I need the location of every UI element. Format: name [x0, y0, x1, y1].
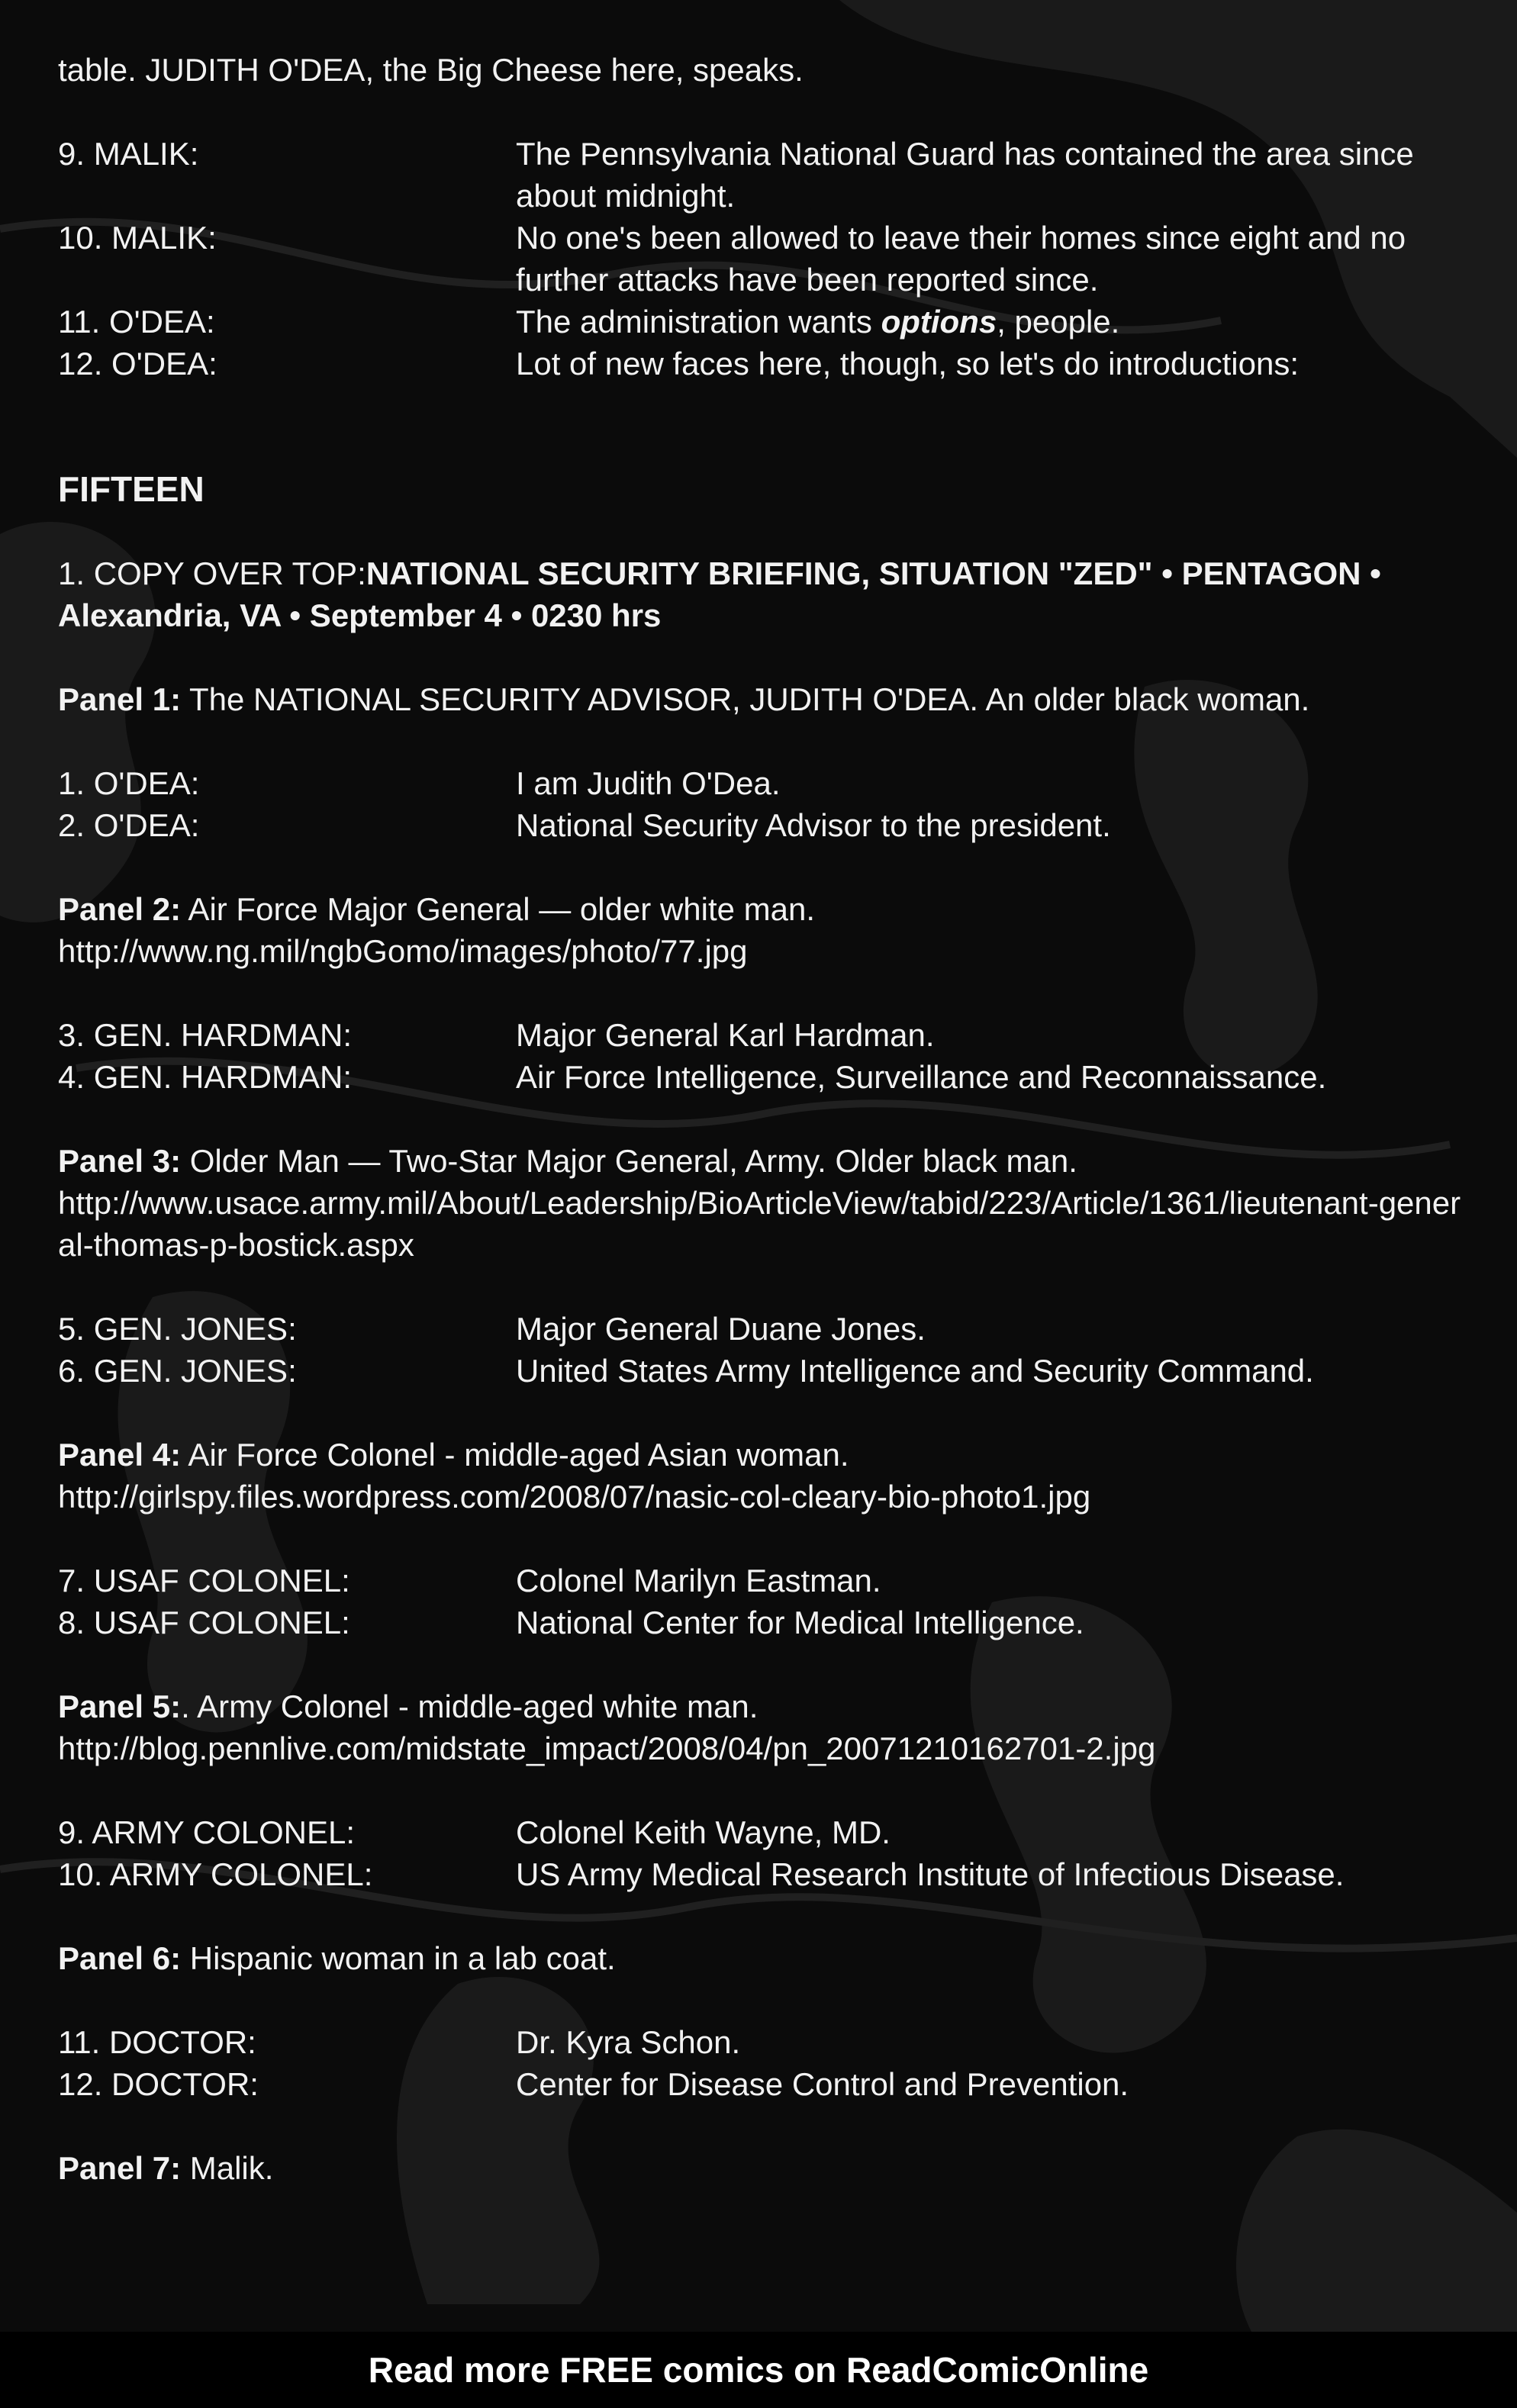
dialogue-line: Major General Karl Hardman.: [516, 1017, 935, 1053]
dialogue-line: Lot of new faces here, though, so let's do introductions:: [516, 346, 1299, 381]
panel-description: [58, 1685, 1462, 1727]
dialogue-row: [58, 1056, 1462, 1098]
dialogue-row: [58, 762, 1462, 804]
panel-desc: Older Man — Two-Star Major General, Army. Older black man.: [181, 1143, 1077, 1179]
panel-desc: Air Force Major General — older white man.: [181, 891, 816, 927]
panel-description: [58, 1434, 1462, 1476]
speaker: 1. O'DEA:: [58, 765, 200, 801]
panel-label: Panel 3:: [58, 1143, 182, 1179]
speaker: 12. O'DEA:: [58, 346, 217, 381]
reference-url: http://www.ng.mil/ngbGomo/images/photo/77.jpg: [58, 933, 748, 969]
panel-desc: Malik.: [181, 2150, 274, 2186]
dialogue-row: [58, 133, 1462, 217]
footer-banner[interactable]: Read more FREE comics on ReadComicOnline: [0, 2332, 1517, 2408]
speaker: 7. USAF COLONEL:: [58, 1563, 350, 1598]
panel-label: Panel 7:: [58, 2150, 182, 2186]
dialogue-row: [58, 2063, 1462, 2105]
panel-label: Panel 4:: [58, 1437, 182, 1473]
speaker: 12. DOCTOR:: [58, 2066, 259, 2102]
dialogue-row: [58, 217, 1462, 301]
speaker: 4. GEN. HARDMAN:: [58, 1059, 353, 1095]
panel-desc: The NATIONAL SECURITY ADVISOR, JUDITH O'DEA. An older black woman.: [181, 681, 1310, 717]
panel-description: [58, 678, 1462, 720]
dialogue-line: US Army Medical Research Institute of Infectious Disease.: [516, 1856, 1345, 1892]
panel-desc: Hispanic woman in a lab coat.: [181, 1940, 616, 1976]
dialogue-row: [58, 1350, 1462, 1392]
reference-url: http://blog.pennlive.com/midstate_impact/2008/04/pn_20071210162701-2.jpg: [58, 1730, 1156, 1766]
speaker: 10. ARMY COLONEL:: [58, 1856, 373, 1892]
panel-description: [58, 1937, 1462, 1979]
speaker: 8. USAF COLONEL:: [58, 1605, 350, 1640]
panel-desc: Air Force Colonel - middle-aged Asian woman.: [181, 1437, 849, 1473]
dialogue-row: [58, 1602, 1462, 1643]
panel-description: [58, 1140, 1462, 1182]
dialogue-row: [58, 1014, 1462, 1056]
dialogue-text: The administration wants: [516, 304, 881, 340]
dialogue-row: [58, 1308, 1462, 1350]
panel-label: Panel 6:: [58, 1940, 182, 1976]
dialogue-row: [58, 1560, 1462, 1602]
intro-text: table. JUDITH O'DEA, the Big Cheese here, speaks.: [58, 52, 804, 88]
speaker: 5. GEN. JONES:: [58, 1311, 297, 1347]
dialogue-row: [58, 1811, 1462, 1853]
reference-url: http://girlspy.files.wordpress.com/2008/07/nasic-col-cleary-bio-photo1.jpg: [58, 1479, 1091, 1515]
dialogue-row: [58, 804, 1462, 846]
speaker: 10. MALIK:: [58, 220, 217, 256]
dialogue-row: [58, 343, 1462, 385]
section-heading: FIFTEEN: [58, 469, 205, 509]
dialogue-row: [58, 2021, 1462, 2063]
dialogue-line: Colonel Keith Wayne, MD.: [516, 1814, 891, 1850]
script-page: [58, 49, 1462, 2189]
dialogue-line: Dr. Kyra Schon.: [516, 2024, 741, 2060]
dialogue-line: No one's been allowed to leave their homes since eight and no further attacks have been reported since.: [516, 220, 1406, 298]
dialogue-row: [58, 301, 1462, 343]
panel-label: Panel 5:: [58, 1688, 182, 1724]
dialogue-line: [516, 301, 1462, 343]
dialogue-row: [58, 1853, 1462, 1895]
panel-label: Panel 1:: [58, 681, 182, 717]
panel-description: [58, 888, 1462, 930]
speaker: 11. O'DEA:: [58, 304, 215, 340]
panel-description: [58, 2147, 1462, 2189]
panel-desc: . Army Colonel - middle-aged white man.: [181, 1688, 758, 1724]
dialogue-line: National Security Advisor to the president.: [516, 807, 1111, 843]
dialogue-line: The Pennsylvania National Guard has contained the area since about midnight.: [516, 136, 1414, 214]
copy-label: 1. COPY OVER TOP:: [58, 555, 366, 591]
dialogue-text: , people.: [997, 304, 1120, 340]
dialogue-line: United States Army Intelligence and Security Command.: [516, 1353, 1314, 1389]
copy-over-top: [58, 552, 1462, 636]
dialogue-line: Center for Disease Control and Prevention.: [516, 2066, 1129, 2102]
speaker: 3. GEN. HARDMAN:: [58, 1017, 353, 1053]
emphasis-text: options: [881, 304, 997, 340]
dialogue-line: I am Judith O'Dea.: [516, 765, 781, 801]
dialogue-line: Air Force Intelligence, Surveillance and Reconnaissance.: [516, 1059, 1327, 1095]
dialogue-line: Colonel Marilyn Eastman.: [516, 1563, 881, 1598]
dialogue-line: National Center for Medical Intelligence.: [516, 1605, 1084, 1640]
speaker: 2. O'DEA:: [58, 807, 200, 843]
speaker: 9. ARMY COLONEL:: [58, 1814, 356, 1850]
speaker: 11. DOCTOR:: [58, 2024, 256, 2060]
speaker: 6. GEN. JONES:: [58, 1353, 297, 1389]
copy-text: NATIONAL SECURITY BRIEFING, SITUATION "ZED" • PENTAGON • Alexandria, VA • September 4 • 0230 hrs: [58, 555, 1381, 633]
panel-label: Panel 2:: [58, 891, 182, 927]
dialogue-line: Major General Duane Jones.: [516, 1311, 926, 1347]
reference-url: http://www.usace.army.mil/About/Leadership/BioArticleView/tabid/223/Article/1361/lieutenant-general-thomas-p-bostick.aspx: [58, 1185, 1461, 1263]
speaker: 9. MALIK:: [58, 136, 199, 172]
